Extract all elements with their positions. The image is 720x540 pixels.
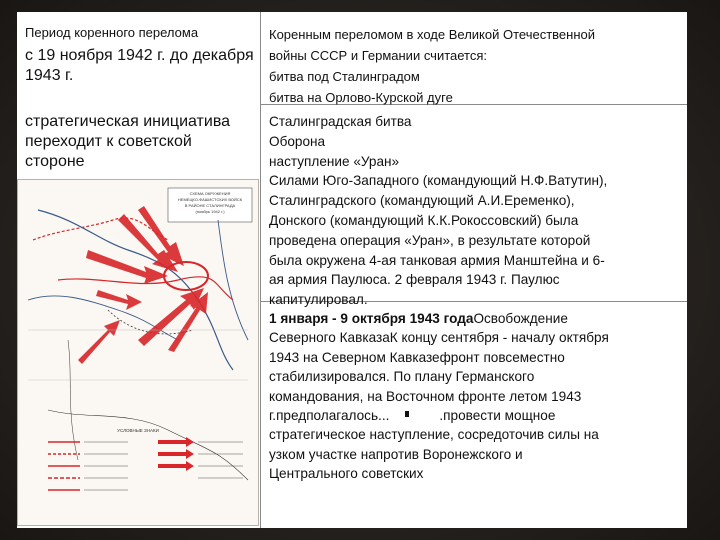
initiative-text: стратегическая инициатива переходит к советской стороне (25, 113, 231, 170)
text-line: ая армия Паулюса. 2 февраля 1943 г. Паулюс (269, 272, 560, 288)
text-line: капитулировал. (269, 292, 368, 308)
turning-point-cell (269, 24, 681, 108)
text-line: стратегическое наступление, сосредоточив силы на (269, 427, 599, 443)
column-divider (260, 12, 261, 528)
text-line: наступление «Уран» (269, 153, 400, 169)
text-fragment: г.предполагалось... (269, 408, 390, 424)
text-fragment: .провести мощное (439, 408, 556, 424)
text-line: узком участке напротив Воронежского и (269, 446, 523, 462)
caucasus-cell (269, 309, 681, 484)
map-title-line: НЕМЕЦКО-ФАШИСТСКИХ ВОЙСК (177, 197, 243, 202)
text-line: командования, на Восточном фронте летом 1943 (269, 388, 582, 404)
map-title-line: (ноябрь 1942 г.) (195, 209, 225, 214)
text-line: проведена операция «Уран», в результате которой (269, 232, 591, 248)
text-line: стабилизировался. По плану Германского (269, 369, 535, 385)
text-line: войны СССР и Германии считается: (269, 48, 488, 63)
text-line: Оборона (269, 133, 326, 149)
date-range-bold: 1 января - 9 октября 1943 года (269, 311, 474, 326)
text-fragment: Северного Кавказа (269, 330, 390, 346)
period-cell (25, 24, 255, 86)
text-fragment: 1943 на Северном Кавказе (269, 349, 440, 365)
stalingrad-encirclement-map (17, 179, 259, 526)
text-line: битва на Орлово-Курской дуге (269, 90, 453, 105)
text-line: Силами Юго-Западного (командующий Н.Ф.Ватутин), (269, 173, 608, 189)
legend-title: УСЛОВНЫЕ ЗНАКИ (117, 428, 159, 433)
text-fragment: фронт повсеместно (439, 349, 565, 365)
map-title-line: В РАЙОНЕ СТАЛИНГРАДА (184, 203, 236, 208)
period-title: Период коренного перелома (25, 25, 199, 40)
map-image (18, 180, 258, 525)
text-line: Центрального советских (269, 466, 424, 482)
slide-sheet (17, 12, 687, 528)
text-fragment: К концу сентября - началу октября (389, 330, 609, 346)
text-line: Сталинградского (командующий А.И.Еременко), (269, 193, 575, 209)
text-line: Сталинградская битва (269, 114, 412, 129)
map-title-line: СХЕМА ОКРУЖЕНИЯ (189, 191, 231, 196)
text-line: Донского (командующий К.К.Рокоссовский) была (269, 212, 579, 228)
text-line: Коренным переломом в ходе Великой Отечественной (269, 27, 596, 42)
period-dates: с 19 ноября 1942 г. до декабря 1943 г. (25, 47, 254, 84)
text-line: битва под Сталинградом (269, 69, 420, 84)
text-fragment: Освобождение (473, 311, 568, 326)
stalingrad-cell (269, 112, 681, 310)
text-line: была окружена 4-ая танковая армия Манштейна и 6- (269, 252, 605, 268)
bullet-mark (405, 411, 409, 417)
